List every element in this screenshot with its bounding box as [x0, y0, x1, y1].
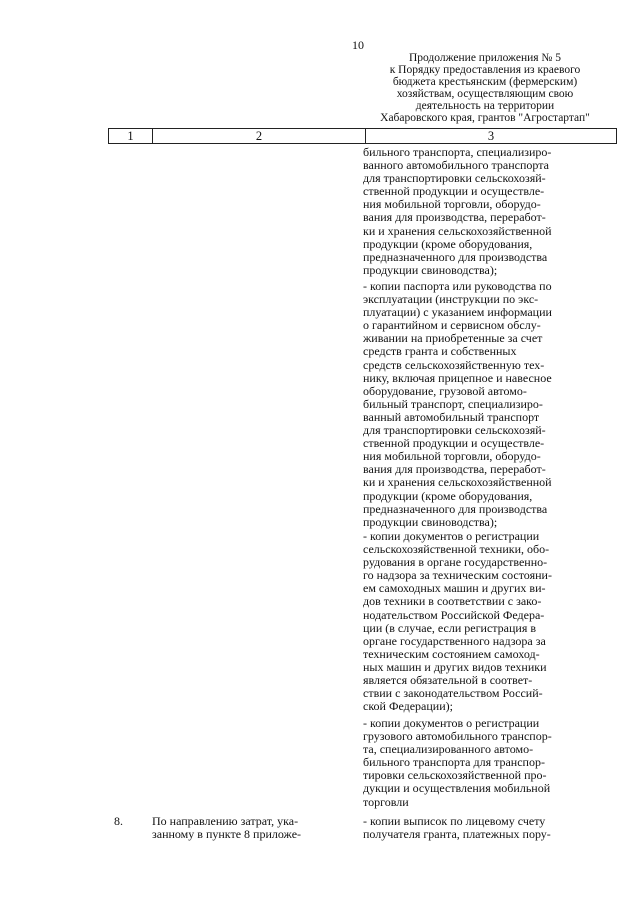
text-line: дов техники в соответствии с зако-: [363, 594, 542, 609]
text-line: ки и хранения сельскохозяйственной: [363, 223, 552, 238]
text-line: продукции свиноводства);: [363, 514, 498, 529]
page-number: 10: [352, 38, 364, 52]
text-line: - копии документов о регистрации: [363, 529, 540, 543]
text-line: та, специализированного автомо-: [363, 742, 534, 757]
text-line: ской Федерации);: [363, 699, 453, 714]
cost-direction-cell: [152, 815, 357, 841]
text-line: бильного транспорта для транспор-: [363, 755, 545, 770]
text-line: является обязательной в соответ-: [363, 673, 533, 688]
column-header-2: 2: [153, 129, 366, 143]
text-line: ванный автомобильный транспорт: [363, 409, 540, 424]
text-line: тировки сельскохозяйственной про-: [363, 768, 547, 783]
text-line: сельскохозяйственной техники, обо-: [363, 542, 550, 557]
text-line: предназначенного для производства: [363, 249, 548, 264]
text-line: ния мобильной торговли, оборудо-: [363, 449, 541, 464]
text-line: занному в пункте 8 приложе-: [152, 827, 302, 842]
text-line: эксплуатации (инструкции по экс-: [363, 292, 539, 307]
text-line: ки и хранения сельскохозяйственной: [363, 475, 552, 490]
text-line: ем самоходных машин и других ви-: [363, 581, 546, 596]
text-line: По направлению затрат, ука-: [152, 814, 299, 828]
text-line: продукции (кроме оборудования,: [363, 488, 533, 503]
text-line: ных машин и других видов техники: [363, 659, 547, 674]
text-line: нодательством Российской Федера-: [363, 607, 545, 622]
text-line: - копии выписок по лицевому счету: [363, 814, 546, 828]
text-line: вания для производства, переработ-: [363, 210, 546, 225]
text-line: ванного автомобильного транспорта: [363, 158, 549, 173]
text-line: получателя гранта, платежных пору-: [363, 827, 551, 842]
text-line: техническим состоянием самоход-: [363, 646, 540, 661]
text-line: средств гранта и собственных: [363, 344, 517, 359]
text-line: ственной продукции и осуществле-: [363, 436, 545, 451]
text-line: органе государственного надзора за: [363, 633, 546, 648]
table-header-row: [108, 128, 617, 144]
text-line: ции (в случае, если регистрация в: [363, 620, 537, 635]
text-line: бильный транспорт, специализиро-: [363, 396, 543, 411]
text-line: живании на приобретенные за счет: [363, 331, 543, 346]
text-line: ственной продукции и осуществле-: [363, 184, 545, 199]
text-line: дукции и осуществления мобильной: [363, 781, 551, 796]
account-statements-paragraph: [363, 815, 608, 841]
text-line: рудования в органе государственно-: [363, 555, 548, 570]
text-line: - копии документов о регистрации: [363, 716, 540, 730]
column-header-1: 1: [109, 129, 153, 143]
text-line: ния мобильной торговли, оборудо-: [363, 197, 541, 212]
column-header-3: 3: [487, 129, 495, 143]
text-line: грузового автомобильного транспор-: [363, 729, 552, 744]
text-line: продукции (кроме оборудования,: [363, 236, 533, 251]
header-line: к Порядку предоставления из краевого: [389, 64, 581, 76]
appendix-header: [360, 52, 610, 124]
header-line: хозяйствам, осуществляющим свою: [396, 88, 574, 100]
text-line: продукции свиноводства);: [363, 262, 498, 277]
text-line: - копии паспорта или руководства по: [363, 279, 552, 293]
text-line: предназначенного для производства: [363, 501, 548, 516]
text-line: плуатации) с указанием информации: [363, 305, 552, 320]
text-line: вания для производства, переработ-: [363, 462, 546, 477]
continuation-paragraph: [363, 146, 608, 277]
text-line: средств сельскохозяйственную тех-: [363, 357, 545, 372]
passport-copies-paragraph: [363, 280, 608, 529]
text-line: го надзора за техническим состояни-: [363, 568, 552, 583]
header-line: бюджета крестьянским (фермерским): [392, 76, 578, 88]
header-line: Продолжение приложения № 5: [408, 52, 562, 64]
registration-copies-paragraph: [363, 530, 608, 713]
text-line: оборудование, грузовой автомо-: [363, 383, 527, 398]
text-line: о гарантийном и сервисном обслу-: [363, 318, 541, 333]
text-line: бильного транспорта, специализиро-: [363, 145, 552, 159]
header-line: деятельность на территории: [415, 100, 555, 112]
row-number: 8.: [114, 814, 123, 828]
text-line: для транспортировки сельскохозяй-: [363, 423, 546, 438]
text-line: торговли: [363, 794, 409, 809]
text-line: ствии с законодательством Россий-: [363, 686, 543, 701]
header-line: Хабаровского края, грантов "Агростартап": [380, 112, 590, 124]
transport-registration-paragraph: [363, 717, 608, 809]
text-line: нику, включая прицепное и навесное: [363, 370, 552, 385]
text-line: для транспортировки сельскохозяй-: [363, 171, 546, 186]
